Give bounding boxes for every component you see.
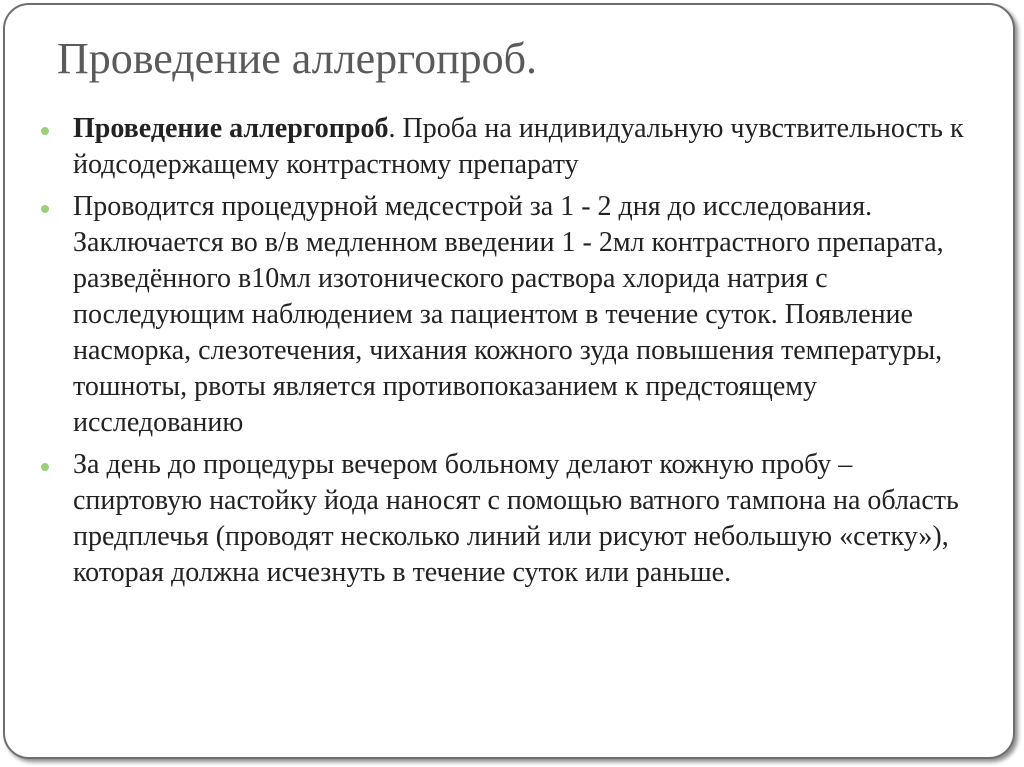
bullet-dot-icon — [41, 127, 49, 135]
bullet-text: Проводится процедурной медсестрой за 1 - 2 дня до исследования. Заключается во в/в медленном введении 1 - 2мл контрастного препарата, разведённого в10мл изотонического раствора хлорида натрия с последующим наблюдением за пациентом в течение суток. Появление насморка, слезотечения, чихания кожного зуда повышения температуры, тошноты, рвоты является противопоказанием к предстоящему исследованию — [73, 191, 944, 438]
bullet-list — [41, 111, 981, 597]
bullet-item — [41, 111, 981, 183]
bullet-item — [41, 447, 981, 591]
bullet-dot-icon — [41, 463, 49, 471]
bullet-dot-icon — [41, 205, 49, 213]
bullet-item — [41, 189, 981, 441]
bullet-bold-text: Проведение аллергопроб — [73, 113, 389, 144]
bullet-text: За день до процедуры вечером больному делают кожную пробу – спиртовую настойку йода наносят с помощью ватного тампона на область предплечья (проводят несколько линий или рисуют небольшую «сетку»), которая должна исчезнуть в течение суток или раньше. — [73, 449, 959, 588]
bullet-text: . Проба на индивидуальную чувствительность к йодсодержащему контрастному препарату — [73, 113, 964, 180]
slide-title: Проведение аллергопроб. — [57, 34, 538, 83]
slide-frame — [3, 3, 1015, 759]
